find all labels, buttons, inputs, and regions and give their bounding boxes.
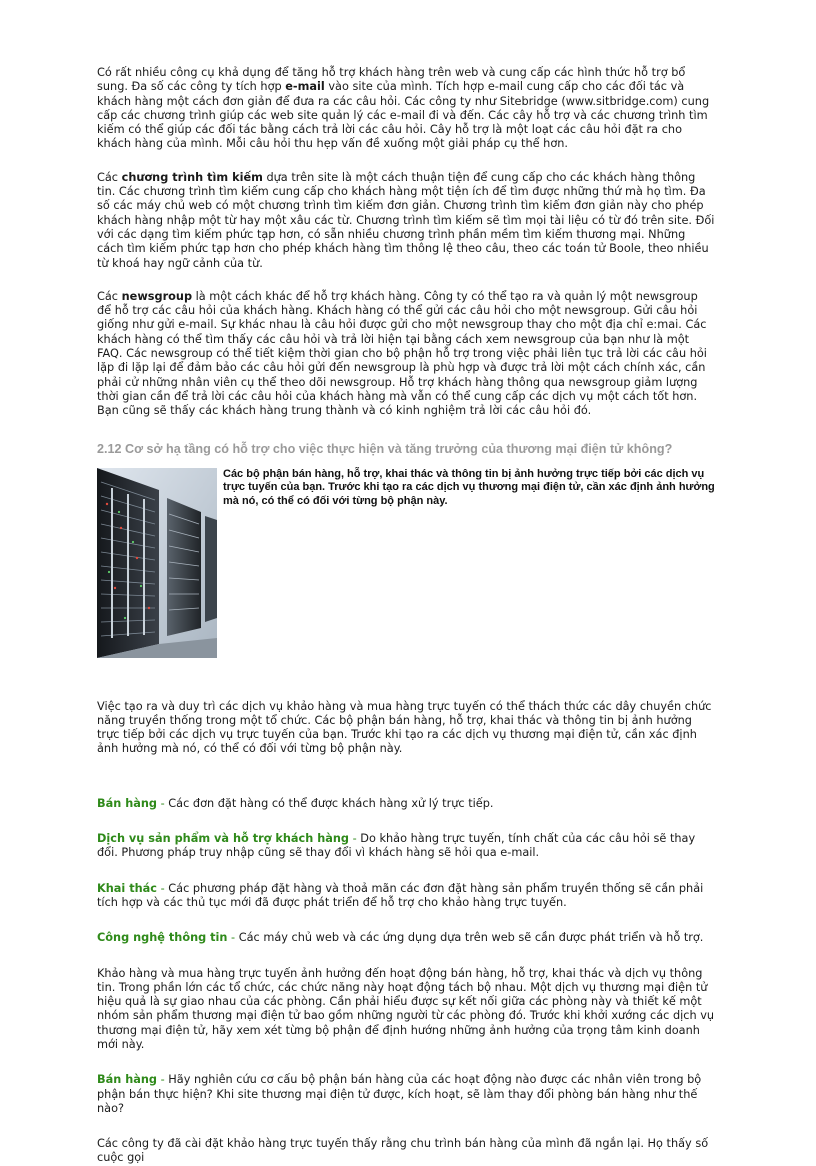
figure-caption: Các bộ phận bán hàng, hỗ trợ, khai thác và thông tin bị ảnh hưởng trực tiếp bởi các dịch vụ trực tuyến của bạn. Trước khi tạo ra các dịch vụ thương mại điện tử, cần xác định ảnh hưởng mà nó, có thể có đối với từng bộ phận này.	[223, 467, 715, 508]
paragraph-intro: Việc tạo ra và duy trì các dịch vụ khảo hàng và mua hàng trực tuyến có thể thách thức các dây chuyền chức năng truyền thống trong một tổ chức. Các bộ phận bán hàng, hỗ trợ, khai thác và thông tin bị ảnh hưởng trực tiếp bởi các dịch vụ trực tuyến của bạn. Trước khi tạo ra các dịch vụ thương mại điện tử, cần xác định ảnh hưởng mà nó, có thể có đối với từng bộ phận này.	[97, 699, 712, 756]
server-racks-image	[97, 468, 217, 658]
paragraph-email-support: Có rất nhiều công cụ khả dụng để tăng hỗ trợ khách hàng trên web và cung cấp các hình thức hỗ trợ bổ sung. Đa số các công ty tích hợp e-mail vào site của mình. Tích hợp e-mail cung cấp cho các đối tác và khách hàng một cách đơn giản để đưa ra các câu hỏi. Các công ty như Sitebridge (www.sitbridge.com) cung cấp các chương trình giúp các web site quản lý các e-mail đi và đến. Các cây hỗ trợ và các chương trình tìm kiếm có thể giúp các đối tác bằng cách trả lời các câu hỏi. Cây hỗ trợ là một loạt các câu hỏi đặt ra cho khách hàng của mình. Mỗi câu hỏi thu hẹp vấn đề xuống một giải pháp cụ thể hơn.	[97, 66, 710, 151]
item-sales-2: Bán hàng - Hãy nghiên cứu cơ cấu bộ phận bán hàng của các hoạt động nào được các nhân viên trong bộ phận bán thực hiện? Khi site thương mại điện tử được, kích hoạt, sẽ làm thay đổi phòng bán hàng như thế nào?	[97, 1073, 702, 1115]
item-product-service: Dịch vụ sản phẩm và hỗ trợ khách hàng - Do khảo hàng trực tuyến, tính chất của các câu hỏi sẽ thay đổi. Phương pháp truy nhập cũng sẽ thay đổi vì khách hàng sẽ hỏi qua e-mail.	[97, 832, 696, 860]
paragraph-cross-department: Khảo hàng và mua hàng trực tuyến ảnh hưởng đến hoạt động bán hàng, hỗ trợ, khai thác và dịch vụ thông tin. Trong phần lớn các tổ chức, các chức năng này hoạt động tách bộ nhau. Một dịch vụ thương mại điện tử hiệu quả là sự giao nhau của các phòng. Cần phải hiểu được sự kết nối giữa các phòng này và thiết kế một nhóm sản phẩm thương mại điện tử bao gồm những người từ các phòng đó. Trước khi khởi xướng các dịch vụ thương mại điện tử, hãy xem xét từng bộ phận để định hướng những ảnh hưởng của trọng tâm kinh doanh mới này.	[97, 966, 715, 1051]
bold-term-email: e-mail	[285, 80, 325, 94]
document-page	[97, 66, 715, 1166]
item-sales: Bán hàng - Các đơn đặt hàng có thể được khách hàng xử lý trực tiếp.	[97, 796, 494, 810]
figure-row	[97, 468, 715, 660]
bold-term-newsgroup: newsgroup	[121, 289, 193, 303]
bold-term-search: chương trình tìm kiếm	[121, 170, 263, 184]
item-it: Công nghệ thông tin - Các máy chủ web và các ứng dụng dựa trên web sẽ cần được phát triển và hỗ trợ.	[97, 931, 704, 945]
item-operations: Khai thác - Các phương pháp đặt hàng và thoả mãn các đơn đặt hàng sản phẩm truyền thống sẽ cần phải tích hợp và các thủ tục mới đã được phát triển để hỗ trợ cho khảo hàng trực tuyến.	[97, 881, 704, 909]
section-heading: 2.12 Cơ sở hạ tầng có hỗ trợ cho việc thực hiện và tăng trưởng của thương mại điện tử không?	[97, 441, 673, 456]
paragraph-newsgroup: Các newsgroup là một cách khác để hỗ trợ khách hàng. Công ty có thể tạo ra và quản lý một newsgroup để hỗ trợ các câu hỏi của khách hàng. Khách hàng có thể gửi các câu hỏi cho một newsgroup. Gửi câu hỏi giống như gửi e-mail. Sự khác nhau là câu hỏi được gửi cho một newsgroup thay cho một địa chỉ e:mai. Các khách hàng có thể tìm thấy các câu hỏi và trả lời hiện tại bằng cách xem newsgroup của bạn như là một FAQ. Các newsgroup có thể tiết kiệm thời gian cho bộ phận hỗ trợ trong việc phải liên tục trả lời các câu hỏi lặp đi lặp lại để đảm bảo các câu hỏi gửi đến newsgroup là phù hợp và được trả lời một cách chính xác, cần phải cử những nhân viên cụ thể theo dõi newsgroup. Hỗ trợ khách hàng thông qua newsgroup giảm lượng thời gian cần để trả lời các câu hỏi của khách hàng mà vẫn có thể cung cấp các dịch vụ một cách tốt hơn. Bạn cũng sẽ thấy các khách hàng trung thành và có kinh nghiệm trả lời các câu hỏi đó.	[97, 289, 707, 418]
paragraph-search-programs: Các chương trình tìm kiếm dựa trên site là một cách thuận tiện để cung cấp cho các khách hàng thông tin. Các chương trình tìm kiếm cung cấp cho khách hàng một tiện ích để tìm được những thứ mà họ tìm. Đa số các máy chủ web có một chương trình tìm kiếm đơn giản. Chương trình tìm kiếm đơn giản này cho phép khách hàng nhập một từ hay một xâu các từ. Chương trình tìm kiếm sẽ tìm mọi tài liệu có từ đó trên site. Đối với các dạng tìm kiếm phức tạp hơn, có sẵn nhiều chương trình phần mềm tìm kiếm thương mại. Những cách tìm kiếm phức tạp hơn cho phép khách hàng tìm thông lệ theo câu, theo các toán tử Boole, theo nhiều từ khoá hay ngữ cảnh của từ.	[97, 170, 715, 270]
paragraph-last: Các công ty đã cài đặt khảo hàng trực tuyến thấy rằng chu trình bán hàng của mình đã ngắn lại. Họ thấy số cuộc gọi	[97, 1137, 709, 1165]
